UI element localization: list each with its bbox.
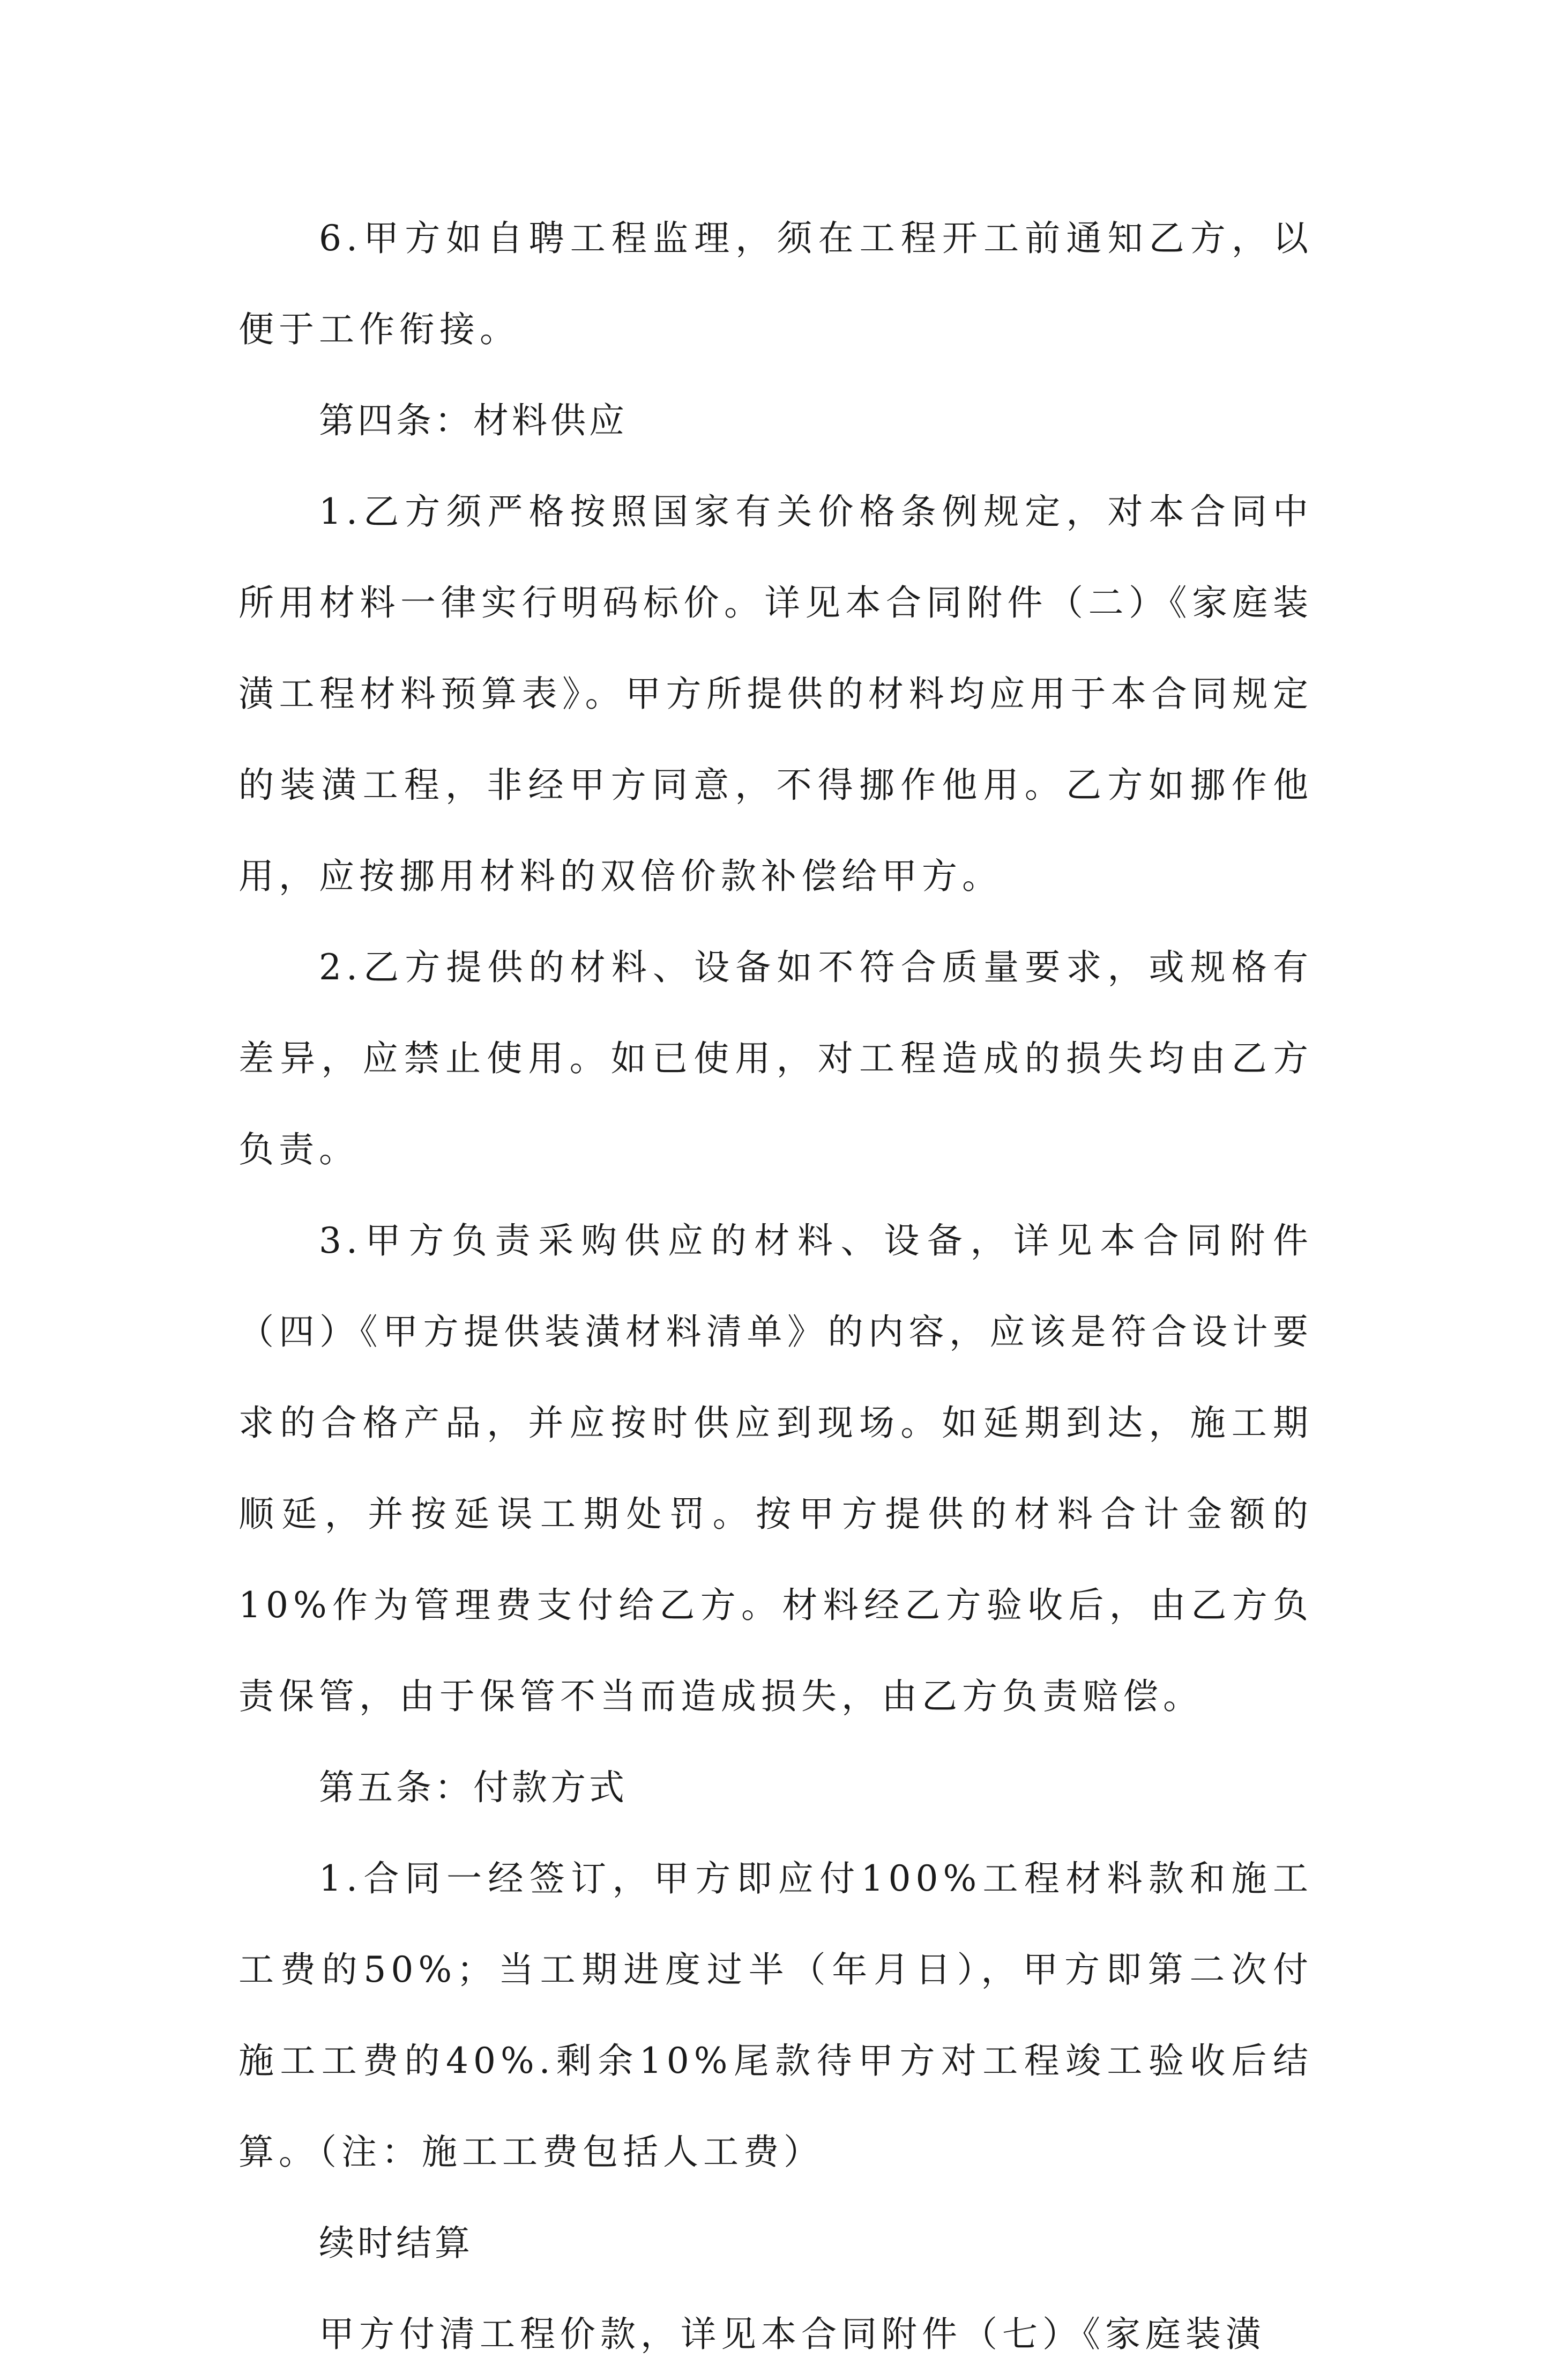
clause-5-item-1: 1.合同一经签订，甲方即应付100%工程材料款和施工工费的50%；当工期进度过半（年月日），甲方即第二次付施工工费的40%.剩余10%尾款待甲方对工程竣工验收后结算。（注：施工工费包括人工费） (238, 1858, 1313, 2173)
article-5-heading: 第五条：付款方式 (319, 1767, 628, 1808)
clause-4-item-3: 3.甲方负责采购供应的材料、设备，详见本合同附件（四）《甲方提供装潢材料清单》的内容，应该是符合设计要求的合格产品，并应按时供应到现场。如延期到达，施工期顺延，并按延误工期处罚。按甲方提供的材料合计金额的10%作为管理费支付给乙方。材料经乙方验收后，由乙方负责保管，由于保管不当而造成损失，由乙方负责赔偿。 (238, 1220, 1313, 1717)
clause-3-item-6: 6.甲方如自聘工程监理，须在工程开工前通知乙方，以便于工作衔接。 (238, 218, 1313, 350)
settlement-paragraph: 甲方付清工程价款，详见本合同附件（七）《家庭装潢 (319, 2314, 1266, 2355)
clause-4-item-2: 2.乙方提供的材料、设备如不符合质量要求，或规格有差异，应禁止使用。如已使用，对工程造成的损失均由乙方负责。 (238, 947, 1313, 1170)
clause-4-item-1: 1.乙方须严格按照国家有关价格条例规定，对本合同中所用材料一律实行明码标价。详见本合同附件（二）《家庭装潢工程材料预算表》。甲方所提供的材料均应用于本合同规定的装潢工程，非经甲方同意，不得挪作他用。乙方如挪作他用，应按挪用材料的双倍价款补偿给甲方。 (238, 491, 1313, 897)
article-4-heading: 第四条：材料供应 (319, 400, 628, 441)
settlement-heading: 续时结算 (319, 2222, 473, 2264)
contract-body (238, 193, 1313, 2380)
